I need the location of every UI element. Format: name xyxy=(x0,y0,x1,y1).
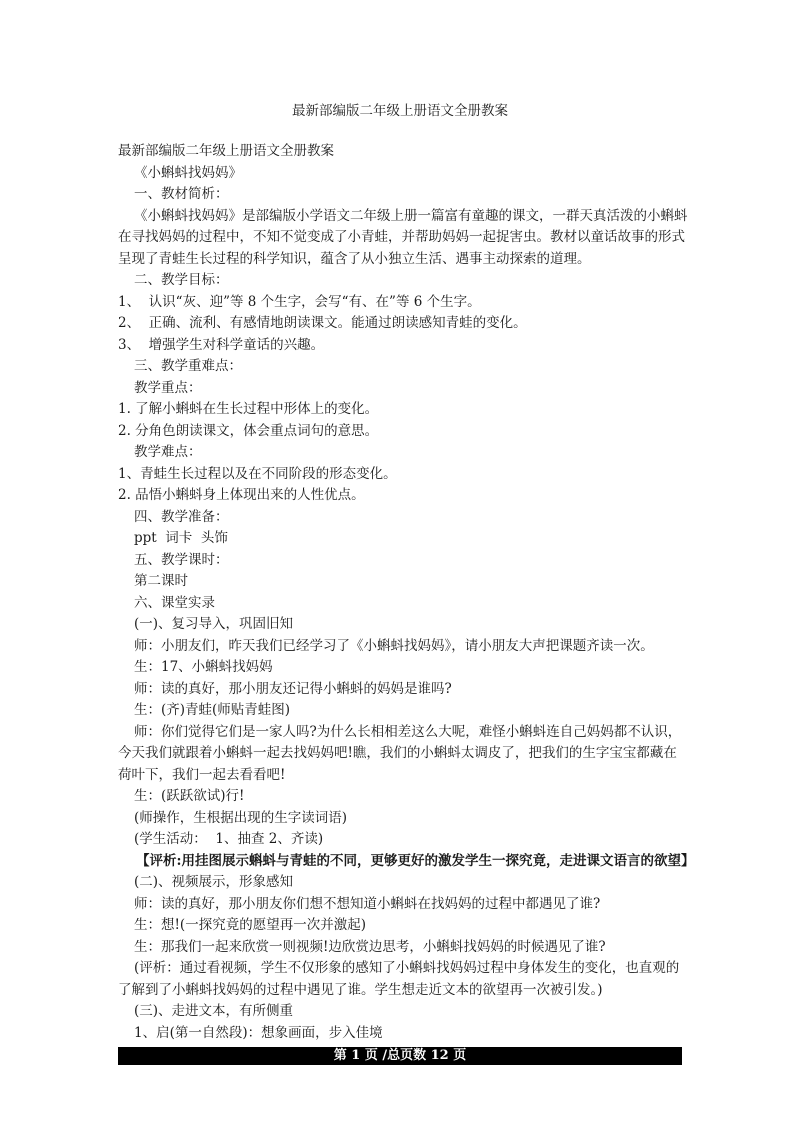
page-title: 最新部编版二年级上册语文全册教案 xyxy=(292,103,508,119)
text-line: 生：那我们一起来欣赏一则视频!边欣赏边思考，小蝌蚪找妈妈的时候遇见了谁? xyxy=(134,938,606,955)
text-line: 最新部编版二年级上册语文全册教案 xyxy=(118,143,334,159)
text-line: (一)、复习导入，巩固旧知 xyxy=(134,616,294,632)
text-line: ppt 词卡 头饰 xyxy=(134,530,228,546)
text-line: 《小蝌蚪找妈妈》 xyxy=(134,164,242,181)
text-line: 【评析:用挂图展示蝌蚪与青蛙的不同，更够更好的激发学生一探究竟，走进课文语言的欲望】 xyxy=(136,852,695,869)
text-line: 生：(齐)青蛙(师贴青蛙图) xyxy=(134,702,291,718)
text-line: (评析：通过看视频，学生不仅形象的感知了小蝌蚪找妈妈过程中身体发生的变化，也直观的了解到了小蝌蚪找妈妈的过程中遇见了谁。学生想走近文本的欲望再一次被引发。) xyxy=(118,960,680,998)
text-line: 六、课堂实录 xyxy=(134,594,215,611)
text-line: 一、教材简析： xyxy=(134,186,229,202)
text-line: 1、启(第一自然段)：想象画面，步入佳境 xyxy=(134,1024,383,1041)
document-body xyxy=(118,141,695,1044)
text-line: 第二课时 xyxy=(134,573,188,589)
text-line: 教学难点： xyxy=(134,444,202,460)
text-line: 师：读的真好，那小朋友还记得小蝌蚪的妈妈是谁吗? xyxy=(134,680,452,697)
text-line: 三、教学重难点： xyxy=(134,358,242,374)
text-line: (师操作，生根据出现的生字读词语) xyxy=(134,809,348,826)
text-line: 五、教学课时： xyxy=(134,551,229,568)
text-line: 生：17、小蝌蚪找妈妈 xyxy=(134,659,273,675)
text-line: 师：读的真好，那小朋友你们想不想知道小蝌蚪在找妈妈的过程中都遇见了谁? xyxy=(134,895,601,912)
text-line: 二、教学目标： xyxy=(134,272,229,288)
text-line: 2. 品悟小蝌蚪身上体现出来的人性优点。 xyxy=(118,487,365,503)
text-line: 四、教学准备： xyxy=(134,508,229,525)
text-line: 师：小朋友们，昨天我们已经学习了《小蝌蚪找妈妈》，请小朋友大声把课题齐读一次。 xyxy=(134,637,654,654)
text-line: 生：想!(一探究竟的愿望再一次并激起) xyxy=(134,917,366,933)
text-line: 1、青蛙生长过程以及在不同阶段的形态变化。 xyxy=(118,465,397,482)
text-line: 《小蝌蚪找妈妈》是部编版小学语文二年级上册一篇富有童趣的课文，一群天真活泼的小蝌蚪在寻找妈妈的过程中，不知不觉变成了小青蛙，并帮助妈妈一起捉害虫。教材以童话故事的形式呈现了青蛙生长过程的科学知识，蕴含了从小独立生活、遇事主动探索的道理。 xyxy=(118,207,688,267)
text-line: (三)、走进文本，有所侧重 xyxy=(134,1003,294,1019)
text-line: (学生活动： 1、抽查 2、齐读) xyxy=(134,831,324,847)
text-line: 教学重点： xyxy=(134,379,202,396)
text-line: 1. 了解小蝌蚪在生长过程中形体上的变化。 xyxy=(118,401,379,417)
text-line: 2、 正确、流利、有感情地朗读课文。能通过朗读感知青蛙的变化。 xyxy=(118,315,527,331)
text-line: 师：你们觉得它们是一家人吗?为什么长相相差这么大呢，难怪小蝌蚪连自己妈妈都不认识，今天我们就跟着小蝌蚪一起去找妈妈吧!瞧，我们的小蝌蚪太调皮了，把我们的生字宝宝都藏在荷叶下，我们一起去看看吧! xyxy=(118,723,682,783)
text-line: 1、 认识“灰、迎”等 8 个生字，会写“有、在”等 6 个生字。 xyxy=(118,293,481,310)
text-line: (二)、视频展示，形象感知 xyxy=(134,874,294,890)
page-footer: 第 1 页 /总页数 12 页 xyxy=(118,1047,682,1065)
text-line: 3、 增强学生对科学童话的兴趣。 xyxy=(118,336,325,353)
text-line: 生：(跃跃欲试)行! xyxy=(134,788,245,804)
text-line: 2. 分角色朗读课文，体会重点词句的意思。 xyxy=(118,422,379,439)
